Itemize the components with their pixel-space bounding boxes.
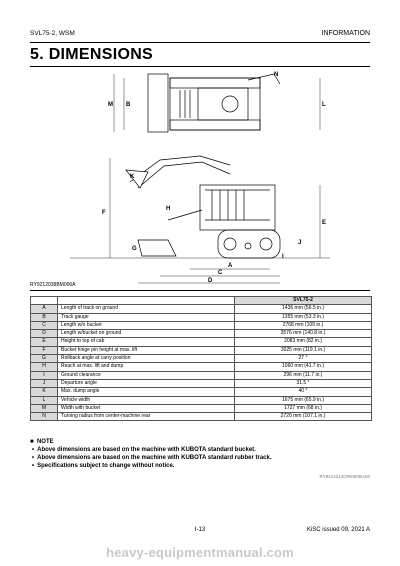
header-section: INFORMATION bbox=[321, 30, 370, 37]
dimensions-figure bbox=[30, 70, 372, 292]
row-key: B bbox=[31, 313, 58, 321]
table-row bbox=[31, 321, 372, 329]
table-row bbox=[31, 355, 372, 363]
header-model: SVL75-2, WSM bbox=[30, 30, 75, 37]
dim-label-e: E bbox=[322, 220, 327, 226]
table-row bbox=[31, 413, 372, 421]
table-row bbox=[31, 363, 372, 371]
dim-label-j: J bbox=[298, 240, 302, 246]
row-value: 3025 mm (119.1 in.) bbox=[235, 346, 372, 354]
row-key: K bbox=[31, 388, 58, 396]
table-body bbox=[31, 305, 372, 421]
row-key: C bbox=[31, 321, 58, 329]
page-title: 5. DIMENSIONS bbox=[30, 46, 154, 63]
row-value: 1060 mm (41.7 in.) bbox=[235, 363, 372, 371]
page-header bbox=[30, 30, 370, 42]
table-row bbox=[31, 330, 372, 338]
figure-id: RY9212038BM006A bbox=[30, 282, 76, 288]
table-row bbox=[31, 379, 372, 387]
row-value: 1355 mm (53.3 in.) bbox=[235, 313, 372, 321]
row-value: 3576 mm (140.8 in.) bbox=[235, 330, 372, 338]
top-view-drawing bbox=[148, 74, 280, 132]
table-row bbox=[31, 305, 372, 313]
row-item: Max. dump angle bbox=[58, 388, 235, 396]
dim-label-k: K bbox=[130, 174, 135, 180]
row-key: L bbox=[31, 396, 58, 404]
watermark-text: heavy-equipmentmanual.com bbox=[106, 545, 294, 560]
row-key: E bbox=[31, 338, 58, 346]
row-value: 1675 mm (65.9 in.) bbox=[235, 396, 372, 404]
table-header-item bbox=[58, 297, 235, 305]
dim-label-a: A bbox=[228, 263, 233, 269]
title-rule bbox=[30, 66, 370, 67]
row-value: 296 mm (11.7 in.) bbox=[235, 371, 372, 379]
table-row bbox=[31, 396, 372, 404]
issue-info: KiSC issued 09, 2021 A bbox=[306, 527, 370, 533]
dim-label-i: I bbox=[282, 254, 284, 260]
row-item: Track gauge bbox=[58, 313, 235, 321]
row-key: J bbox=[31, 379, 58, 387]
header-rule bbox=[30, 42, 370, 43]
row-item: Ground clearance bbox=[58, 371, 235, 379]
row-value: 40 ° bbox=[235, 388, 372, 396]
row-item: Vehicle width bbox=[58, 396, 235, 404]
side-view-drawing bbox=[126, 156, 280, 258]
table-row bbox=[31, 371, 372, 379]
dim-label-h: H bbox=[166, 206, 171, 212]
note-item: • Above dimensions are based on the machine with KUBOTA standard bucket. bbox=[38, 446, 272, 454]
figure-rule bbox=[30, 290, 370, 291]
note-heading: ■ NOTE bbox=[30, 439, 54, 445]
note-item: • Specifications subject to change without notice. bbox=[38, 462, 272, 470]
table-row bbox=[31, 338, 372, 346]
row-key: G bbox=[31, 355, 58, 363]
table-row bbox=[31, 313, 372, 321]
row-value: 2083 mm (82 in.) bbox=[235, 338, 372, 346]
row-item: Bucket hinge pin height at max. lift bbox=[58, 346, 235, 354]
table-header-row bbox=[31, 297, 372, 305]
page-number: I-13 bbox=[194, 527, 206, 533]
dim-label-f: F bbox=[102, 210, 106, 216]
table-header-model: SVL75-2 bbox=[235, 297, 372, 305]
table-row bbox=[31, 404, 372, 412]
row-item: Rollback angle at carry position bbox=[58, 355, 235, 363]
row-key: A bbox=[31, 305, 58, 313]
dim-label-g: G bbox=[132, 246, 137, 252]
row-key: M bbox=[31, 404, 58, 412]
note-block bbox=[30, 438, 272, 470]
dim-label-n: N bbox=[274, 72, 279, 78]
row-item: Length w/o bucket bbox=[58, 321, 235, 329]
row-item: Length w/bucket on ground bbox=[58, 330, 235, 338]
dim-label-c: C bbox=[218, 270, 223, 276]
row-item: Turning radius from center-machine rear bbox=[58, 413, 235, 421]
row-key: N bbox=[31, 413, 58, 421]
row-item: Length of track on ground bbox=[58, 305, 235, 313]
dim-label-l: L bbox=[322, 102, 326, 108]
dimensions-table bbox=[30, 296, 372, 421]
row-value: 31.5 ° bbox=[235, 379, 372, 387]
row-item: Departure angle bbox=[58, 379, 235, 387]
note-heading-text: NOTE bbox=[36, 439, 54, 445]
row-value: 27 ° bbox=[235, 355, 372, 363]
reference-code: RY9212213GRI0006US0 bbox=[319, 474, 370, 479]
table-header-key bbox=[31, 297, 58, 305]
row-key: D bbox=[31, 330, 58, 338]
row-item: Reach at max. lift and dump bbox=[58, 363, 235, 371]
row-value: 2768 mm (109 in.) bbox=[235, 321, 372, 329]
row-item: Height to top of cab bbox=[58, 338, 235, 346]
row-item: Width with bucket bbox=[58, 404, 235, 412]
dim-label-m: M bbox=[108, 102, 113, 108]
dim-label-b: B bbox=[126, 102, 131, 108]
table-row bbox=[31, 388, 372, 396]
row-value: 1727 mm (68 in.) bbox=[235, 404, 372, 412]
note-item: • Above dimensions are based on the machine with KUBOTA standard rubber track. bbox=[38, 454, 272, 462]
row-key: F bbox=[31, 346, 58, 354]
row-key: H bbox=[31, 363, 58, 371]
row-value: 1436 mm (56.5 in.) bbox=[235, 305, 372, 313]
row-value: 2720 mm (107.1 in.) bbox=[235, 413, 372, 421]
table-row bbox=[31, 346, 372, 354]
row-key: I bbox=[31, 371, 58, 379]
note-list bbox=[30, 446, 272, 470]
dim-label-d: D bbox=[208, 278, 213, 284]
